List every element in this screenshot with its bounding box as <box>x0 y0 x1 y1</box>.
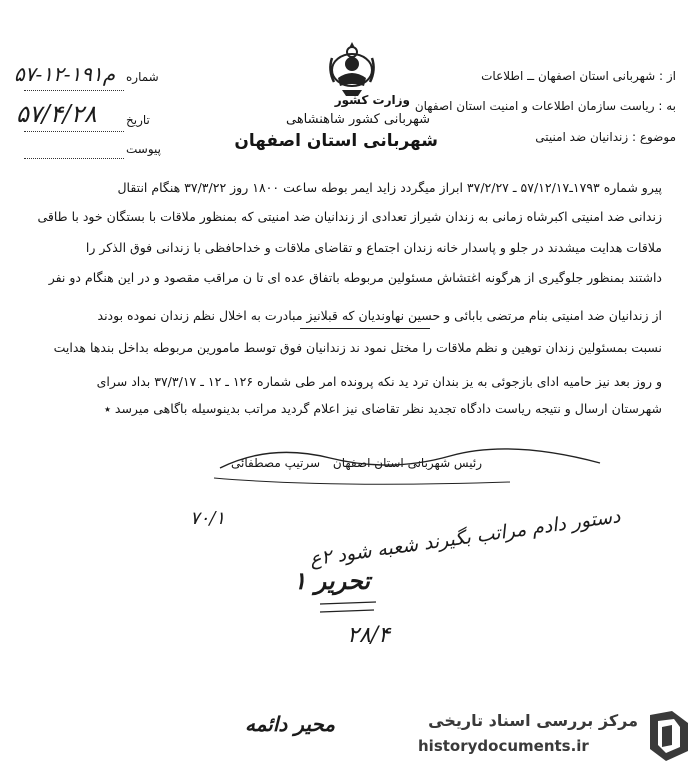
to-line: به : ریاست سازمان اطلاعات و امنیت استان اصفهان <box>414 99 676 113</box>
number-underline <box>24 90 124 91</box>
watermark-url: historydocuments.ir <box>418 737 589 755</box>
number-label: شماره <box>126 70 159 84</box>
body-line-5: از زندانیان ضد امنیتی بنام مرتضی بابائی و حسین نهاوندیان که قبلانیز مبادرت به اخلال نظم زندان نموده بودند <box>97 308 662 323</box>
from-line: از : شهربانی استان اصفهان ــ اطلاعات <box>481 69 676 83</box>
body-line-4: داشتند بمنظور جلوگیری از هرگونه اغتشاش مسئولین مربوطه باتفاق عده ای تا ن مراقب مقصود و در این هنگام دو نفر <box>48 270 662 285</box>
body-line-3: ملاقات هدایت میشدند در جلو و پاسدار خانه زندان اجتماع و تقاضای ملاقات و خداحافظی با زندانی فوق الذکر را <box>85 240 662 255</box>
watermark-title: مرکز بررسی اسناد تاریخی <box>428 711 638 730</box>
organization-label: شهربانی کشور شاهنشاهی <box>285 112 430 127</box>
underline-names <box>300 328 430 329</box>
ministry-label: وزارت کشور <box>334 93 410 107</box>
instruction-note: دستور دادم مراتب بگیرند شعبه شود ۲ع <box>308 505 622 571</box>
signatory-title: رئیس شهربانی استان اصفهان <box>332 456 482 470</box>
body-line-1: پیرو شماره ۱۷۹۳ـ۵۷/۱۲/۱۷ ـ ۳۷/۲/۲۷ ابراز میگردد زاید ایمر بوطه ساعت ۱۸۰۰ روز ۳۷/۳/۲۲ هنگام انتقال <box>117 180 662 195</box>
attachment-underline <box>24 158 124 159</box>
subject-line: موضوع : زندانیان ضد امنیتی <box>535 130 676 144</box>
initial-note: ۲۸/۴ <box>347 623 390 648</box>
date-value: ۵۷/۴/۲۸ <box>16 100 97 128</box>
attachment-label: پیوست <box>126 142 161 156</box>
body-line-2: زندانی ضد امنیتی اکبرشاه زمانی به زندان شیراز تعدادی از زندانیان ضد امنیتی که بمنظور ملاقات با بستگان خود با طاقی <box>37 209 662 224</box>
marginal-note: ۷۰/۱ <box>190 508 226 529</box>
tahrir-note: تحریر ۱ <box>293 566 370 595</box>
body-line-7: و روز بعد نیز حامیه ادای بازجوئی به یز بندان ترد ید نکه پرونده امر طی شماره ۱۲۶ ـ ۱۲ ـ ۳۷/۳/۱۷ بداد سرای <box>96 374 662 389</box>
number-value: ۵۷-۱۲-۱۹۱م <box>14 62 116 86</box>
date-label: تاریخ <box>126 113 150 127</box>
archive-note: محیر دائمه <box>245 712 335 736</box>
date-underline <box>24 131 124 132</box>
watermark-badge <box>408 703 696 769</box>
body-line-6: نسبت بمسئولین زندان توهین و نظم ملاقات را مختل نمود ند زندانیان فوق توسط مامورین مربوطه بداخل بندها هدایت <box>53 340 662 355</box>
lion-and-sun-emblem-icon <box>318 38 386 100</box>
signature-scribble-icon <box>210 438 610 488</box>
archive-logo-icon <box>642 709 692 763</box>
tahrir-underline-icon <box>318 598 378 618</box>
signatory-name: سرتیپ مصطفائی <box>231 456 320 470</box>
body-line-8: شهرستان ارسال و نتیجه ریاست دادگاه تجدید نظر تقاضای نیز اعلام گردید مراتب بدینوسیله باگاهی میرسد ٭ <box>104 401 662 416</box>
province-title: شهربانی استان اصفهان <box>234 131 438 151</box>
